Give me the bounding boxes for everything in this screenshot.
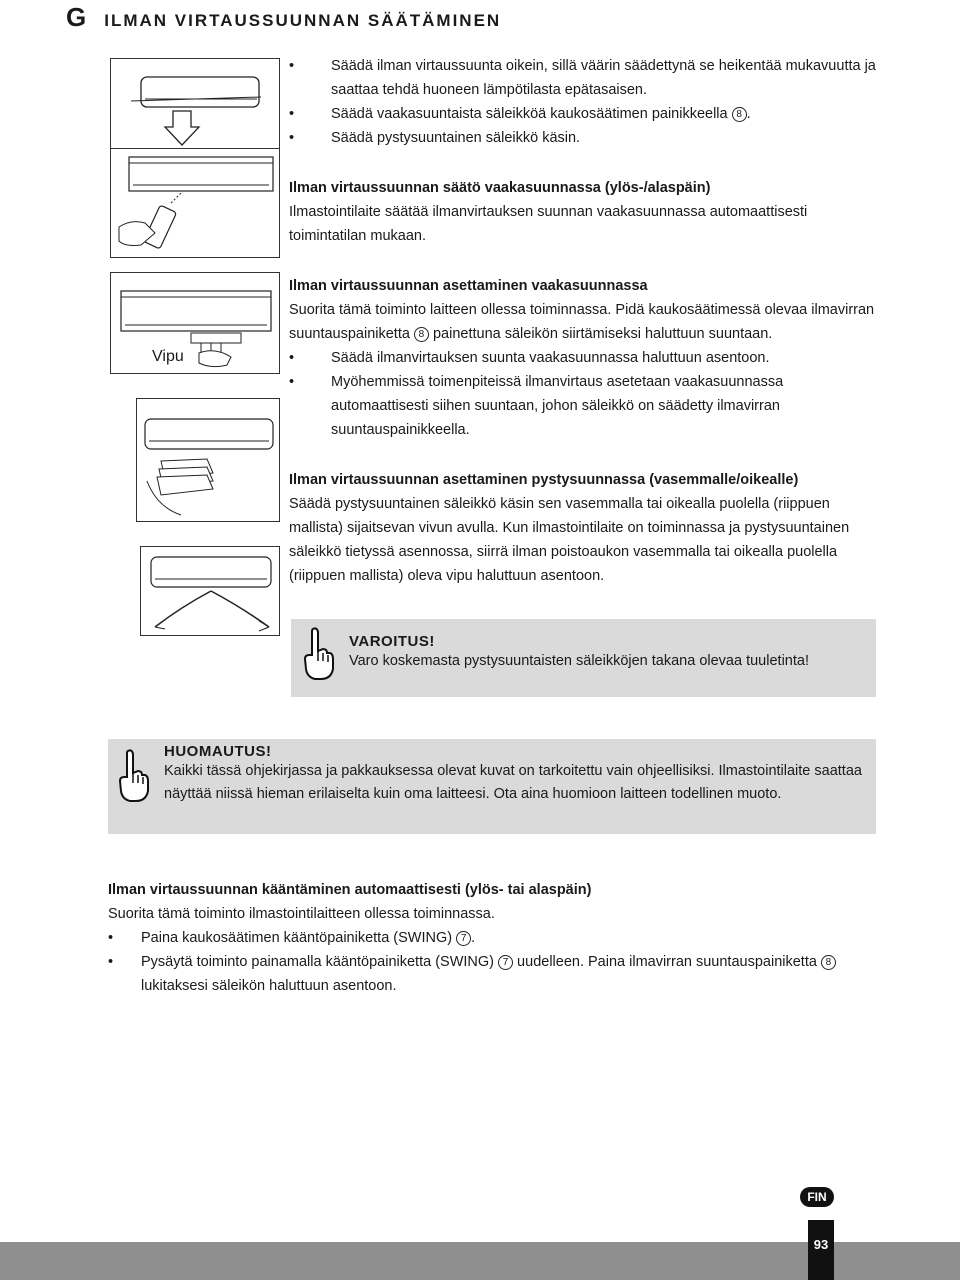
language-badge: FIN [800,1187,834,1207]
illustration-column [110,58,280,578]
warning-label: VAROITUS! [349,633,435,650]
illustration-louver-vertical [136,398,280,522]
unit-remote-control-icon [111,149,279,257]
section-heading: Ilman virtaussuunnan säätö vaakasuunnassa (ylös-/alaspäin) [289,180,711,196]
button-8-ref: 8 [821,955,836,970]
intro-bullet-1: • Säädä ilman virtaussuunta oikein, sillä väärin säädettynä se heikentää mukavuutta ja saattaa tehdä huoneen lämpötilasta epätasaisen. [289,54,879,102]
chapter-letter: G [66,2,87,32]
section-bullet: • Pysäytä toiminto painamalla kääntöpainiketta (SWING) 7 uudelleen. Paina ilmavirran suuntauspainiketta 8 lukitaksesi säleikön haluttuun asentoon. [108,950,888,998]
intro-bullet-3: • Säädä pystysuuntainen säleikkö käsin. [289,126,879,150]
section-bullet: • Paina kaukosäätimen kääntöpainiketta (SWING) 7 . [108,926,888,950]
airflow-left-right-icon [141,547,279,635]
pointing-hand-icon [301,627,335,681]
section-vertical-set [289,274,879,442]
section-body: Suorita tämä toiminto ilmastointilaitteen ollessa toiminnassa. [108,906,495,922]
button-7-ref: 7 [498,955,513,970]
page-header [66,2,501,33]
note-label: HUOMAUTUS! [164,743,272,760]
section-bullet: • Säädä ilmanvirtauksen suunta vaakasuunnassa haluttuun asentoon. [289,346,879,370]
section-body: Ilmastointilaite säätää ilmanvirtauksen suunnan vaakasuunnassa automaattisesti toimintatilan mukaan. [289,204,808,244]
note-text: Kaikki tässä ohjekirjassa ja pakkauksessa olevat kuvat on tarkoitettu vain ohjeellisiksi. Ilmastointilaite saattaa näyttää niissä hieman erilaiselta kuin oma laitteesi. Ota aina huomioon laitteen todellinen muoto. [164,763,862,802]
section-heading: Ilman virtaussuunnan asettaminen pystysuunnassa (vasemmalle/oikealle) [289,472,799,488]
section-body: Säädä pystysuuntainen säleikkö käsin sen vasemmalla tai oikealla puolella (riippuen mallista) sijaitsevan vivun avulla. Kun ilmastointilaite on toiminnassa ja pystysuuntainen säleikkö tietyssä asennossa, siirrä ilman poistoaukon vasemmalla tai oikealla puolella (riippuen mallista) oleva vipu haluttuun asentoon. [289,496,850,584]
illustration-unit-arrow [110,58,280,152]
section-bullet: • Myöhemmissä toimenpiteissä ilmanvirtaus asetetaan vaakasuunnassa automaattisesti siihen suuntaan, johon säleikkö on säädetty ilmavirran suuntauspainikkeella. [289,370,879,442]
unit-with-down-arrow-icon [111,59,279,151]
illustration-lever [110,272,280,374]
louver-swing-icon [137,399,279,521]
pointing-hand-icon [116,749,150,803]
page-title: ILMAN VIRTAUSSUUNNAN SÄÄTÄMINEN [104,11,502,30]
lever-label: Vipu [152,348,184,365]
illustration-remote [110,148,280,258]
section-swing [108,878,888,998]
button-8-ref: 8 [414,327,429,342]
section-vertical-auto [289,176,879,248]
section-horizontal-set [289,468,879,588]
warning-text: Varo koskemasta pystysuuntaisten säleikköjen takana olevaa tuuletinta! [349,653,809,669]
unit-lever-icon [111,273,279,373]
button-8-ref: 8 [732,107,747,122]
section-heading: Ilman virtaussuunnan kääntäminen automaattisesti (ylös- tai alaspäin) [108,882,592,898]
section-body: Suorita tämä toiminto laitteen ollessa toiminnassa. Pidä kaukosäätimessä olevaa ilmavirran suuntauspainiketta 8 painettuna säleikön siirtämiseksi haluttuun suuntaan. [289,302,875,342]
intro-bullet-2: • Säädä vaakasuuntaista säleikköä kaukosäätimen painikkeella 8 . [289,102,879,126]
intro-section [289,54,879,150]
button-7-ref: 7 [456,931,471,946]
section-heading: Ilman virtaussuunnan asettaminen vaakasuunnassa [289,278,648,294]
warning-box [291,619,876,697]
note-box [108,739,876,834]
illustration-louver-horizontal [140,546,280,636]
page-number: 93 [808,1220,834,1280]
